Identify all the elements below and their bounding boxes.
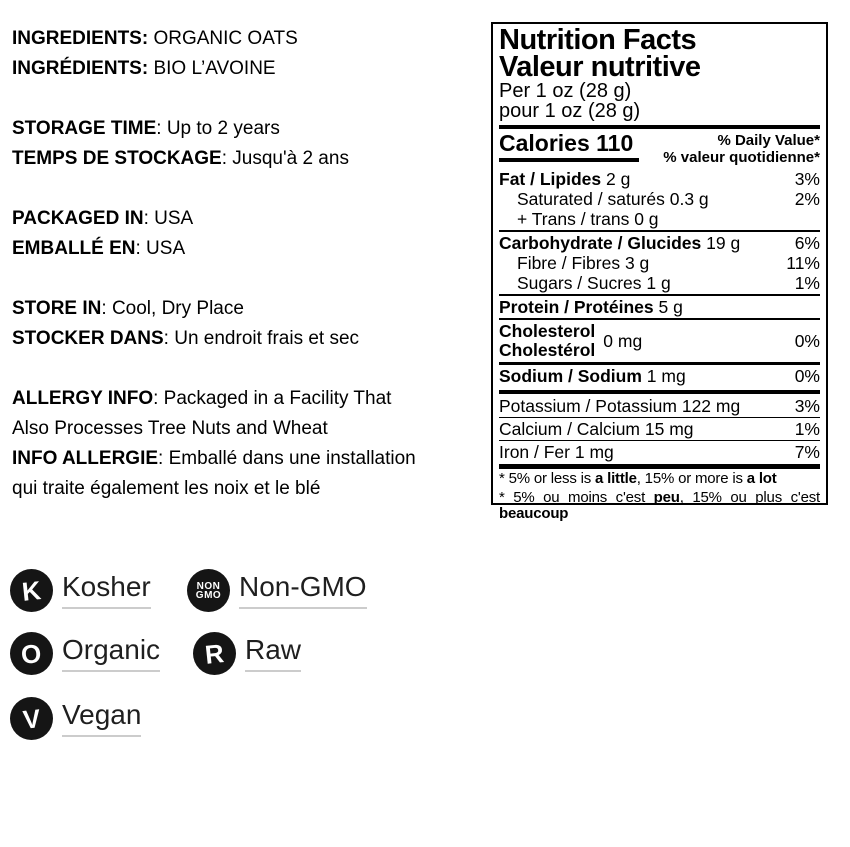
divider-medium (499, 362, 820, 365)
allergy-value-fr-1: : Emballé dans une installation (158, 448, 416, 469)
vegan-icon (10, 697, 53, 740)
saturated-text: Saturated / saturés 0.3 g (517, 189, 709, 209)
fat-dv: 3% (794, 169, 820, 189)
nutrient-row-trans (499, 209, 820, 229)
packaged-in-line-en (12, 204, 487, 234)
store-in-value-fr: : Un endroit frais et sec (163, 328, 360, 349)
fibre-dv: 11% (786, 253, 820, 273)
badge-vegan-label: Vegan (62, 700, 141, 737)
cholesterol-names (499, 322, 595, 360)
footnote-en-bold-1: a little (595, 470, 637, 487)
packaged-in-line-fr (12, 234, 487, 264)
store-in-label-en: STORE IN (12, 298, 102, 319)
divider-medium (499, 294, 820, 296)
protein-name: Protein / Protéines (499, 297, 654, 317)
serving-size-en: Per 1 oz (28 g) (499, 80, 632, 102)
allergy-label-fr: INFO ALLERGIE (12, 448, 159, 469)
store-in-section (12, 294, 487, 354)
saturated-dv: 2% (794, 189, 820, 209)
packaged-in-section (12, 204, 487, 264)
divider-medium (499, 230, 820, 232)
kosher-icon (10, 569, 53, 612)
allergy-value-en-1: : Packaged in a Facility That (153, 388, 392, 409)
non-gmo-icon-line2: GMO (195, 589, 222, 601)
protein-amount: 5 g (653, 297, 683, 317)
nutrition-title-fr: Valeur nutritive (499, 51, 701, 83)
calcium-text: Calcium / Calcium 15 mg (499, 419, 694, 439)
daily-value-header-fr: % valeur quotidienne* (663, 149, 820, 166)
allergy-value-fr-2: qui traite également les noix et le blé (12, 478, 321, 499)
carbohydrate-dv: 6% (794, 233, 820, 253)
badge-raw-label: Raw (245, 635, 301, 672)
nutrient-row-sugars (499, 273, 820, 293)
daily-value-header-en: % Daily Value* (717, 132, 820, 149)
footnote-en-bold-2: a lot (746, 470, 777, 487)
sugars-dv: 1% (794, 273, 820, 293)
vegan-icon-letter: V (21, 702, 42, 735)
nutrient-row-fat (499, 169, 820, 189)
allergy-info-section (12, 384, 487, 504)
non-gmo-icon-line1: NON (196, 580, 221, 592)
nutrient-row-fibre (499, 253, 820, 273)
ingredients-section (12, 24, 487, 84)
storage-time-value-en: : Up to 2 years (156, 118, 280, 139)
allergy-line-3 (12, 444, 487, 474)
badge-kosher (10, 569, 151, 612)
footnote-en (499, 471, 820, 488)
cholesterol-dv: 0% (794, 330, 820, 351)
sodium-amount: 1 mg (641, 366, 686, 386)
calories-header (499, 131, 820, 166)
footnote-fr-bold-1: peu (653, 488, 680, 506)
nutrient-row-saturated (499, 189, 820, 209)
allergy-label-en: ALLERGY INFO (12, 388, 154, 409)
storage-time-line-fr (12, 144, 487, 174)
allergy-value-en-2: Also Processes Tree Nuts and Wheat (12, 418, 328, 439)
store-in-label-fr: STOCKER DANS (12, 328, 164, 349)
storage-time-line-en (12, 114, 487, 144)
kosher-icon-letter: K (20, 574, 43, 607)
iron-text: Iron / Fer 1 mg (499, 442, 614, 462)
badge-kosher-label: Kosher (62, 572, 151, 609)
ingredients-line-en (12, 24, 487, 54)
store-in-value-en: : Cool, Dry Place (101, 298, 244, 319)
packaged-in-value-fr: : USA (135, 238, 186, 259)
divider-medium (499, 318, 820, 320)
badge-organic (10, 632, 160, 675)
raw-icon (193, 632, 236, 675)
badge-organic-label: Organic (62, 635, 160, 672)
ingredients-label-fr: INGRÉDIENTS: (12, 58, 149, 79)
carbohydrate-name: Carbohydrate / Glucides (499, 233, 702, 253)
sodium-dv: 0% (794, 366, 820, 386)
carbohydrate-amount: 19 g (701, 233, 741, 253)
storage-time-label-fr: TEMPS DE STOCKAGE (12, 148, 222, 169)
badge-vegan (10, 697, 141, 740)
storage-time-value-fr: : Jusqu'à 2 ans (221, 148, 349, 169)
nutrient-row-calcium (499, 419, 820, 439)
trans-text: + Trans / trans 0 g (517, 209, 659, 229)
nutrient-row-cholesterol (499, 321, 820, 361)
fibre-text: Fibre / Fibres 3 g (517, 253, 650, 273)
sodium-name: Sodium / Sodium (499, 366, 642, 386)
nutrient-row-sodium (499, 366, 820, 386)
divider-thin (499, 417, 820, 418)
nutrition-facts-label (491, 22, 828, 522)
potassium-dv: 3% (794, 396, 820, 416)
divider-thick (499, 390, 820, 394)
organic-icon (10, 632, 53, 675)
storage-time-section (12, 114, 487, 174)
footnote-fr-text-1: * 5% ou moins c'est (499, 488, 654, 506)
product-info-panel (12, 24, 487, 534)
footnote-en-text-1: * 5% or less is (499, 470, 595, 487)
badge-non-gmo-label: Non-GMO (239, 572, 367, 609)
non-gmo-icon (187, 569, 230, 612)
nutrition-title-en: Nutrition Facts (499, 24, 697, 56)
organic-icon-letter: O (19, 637, 44, 670)
store-in-line-fr (12, 324, 487, 354)
divider-thin (499, 440, 820, 441)
nutrient-row-carbohydrate (499, 233, 820, 253)
badge-raw (193, 632, 301, 675)
sugars-text: Sugars / Sucres 1 g (517, 273, 671, 293)
nutrient-row-iron (499, 442, 820, 462)
packaged-in-label-en: PACKAGED IN (12, 208, 144, 229)
raw-icon-letter: R (203, 637, 226, 670)
nutrient-row-potassium (499, 396, 820, 416)
nutrient-row-protein (499, 297, 820, 317)
fat-name: Fat / Lipides (499, 169, 602, 189)
divider-thick (499, 464, 820, 469)
allergy-line-2 (12, 414, 487, 444)
ingredients-value-fr: BIO L’AVOINE (148, 58, 276, 79)
allergy-line-4 (12, 474, 487, 504)
calories-value: Calories 110 (499, 131, 639, 162)
cholesterol-amount: 0 mg (603, 330, 643, 351)
store-in-line-en (12, 294, 487, 324)
iron-dv: 7% (794, 442, 820, 462)
serving-size-fr: pour 1 oz (28 g) (499, 100, 641, 122)
footnote-fr (499, 490, 820, 523)
cholesterol-name-fr: Cholestérol (499, 340, 596, 360)
divider-thick (499, 125, 820, 129)
badge-non-gmo (187, 569, 367, 612)
potassium-text: Potassium / Potassium 122 mg (499, 396, 741, 416)
fat-amount: 2 g (601, 169, 631, 189)
ingredients-line-fr (12, 54, 487, 84)
ingredients-value-en: ORGANIC OATS (148, 28, 298, 49)
footnote-fr-text-2: , 15% ou plus c'est (679, 488, 820, 506)
cholesterol-name-en: Cholesterol (499, 321, 596, 341)
calcium-dv: 1% (794, 419, 820, 439)
storage-time-label-en: STORAGE TIME (12, 118, 157, 139)
footnote-fr-bold-2: beaucoup (499, 505, 569, 522)
footnote-en-text-2: , 15% or more is (636, 470, 747, 487)
ingredients-label-en: INGREDIENTS: (12, 28, 149, 49)
packaged-in-value-en: : USA (143, 208, 194, 229)
daily-value-header (663, 131, 820, 166)
packaged-in-label-fr: EMBALLÉ EN (12, 238, 136, 259)
allergy-line-1 (12, 384, 487, 414)
